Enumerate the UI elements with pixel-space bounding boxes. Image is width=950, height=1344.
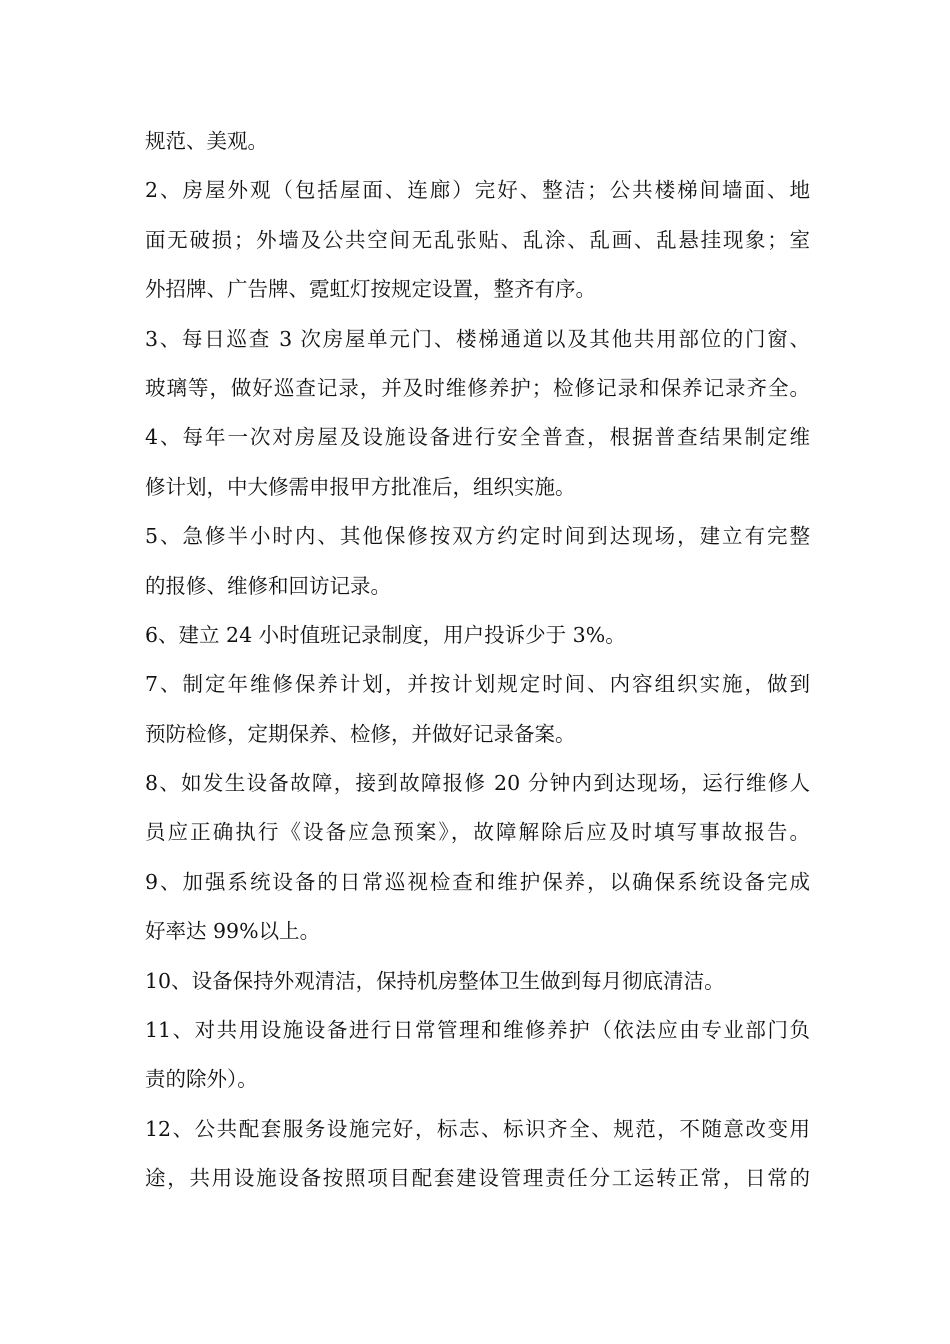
text-line: 员应正确执行《设备应急预案》，故障解除后应及时填写事故报告。: [145, 820, 810, 845]
text-line: 好率达 99%以上。: [145, 919, 321, 944]
document-body: [145, 117, 810, 1204]
text-line: 面无破损；外墙及公共空间无乱张贴、乱涂、乱画、乱悬挂现象；室: [145, 227, 810, 252]
text-line: 规范、美观。: [145, 129, 268, 153]
text-line: 8、如发生设备故障，接到故障报修 20 分钟内到达现场，运行维修人: [145, 771, 810, 796]
text-line: 途，共用设施设备按照项目配套建设管理责任分工运转正常，日常的: [145, 1166, 810, 1191]
text-line: 3、每日巡查 3 次房屋单元门、楼梯通道以及其他共用部位的门窗、: [145, 326, 810, 351]
text-line: 2、房屋外观（包括屋面、连廊）完好、整洁；公共楼梯间墙面、地: [145, 178, 810, 203]
text-line: 7、制定年维修保养计划，并按计划规定时间、内容组织实施，做到: [145, 672, 810, 697]
text-line: 10、设备保持外观清洁，保持机房整体卫生做到每月彻底清洁。: [145, 968, 725, 993]
text-line: 5、急修半小时内、其他保修按双方约定时间到达现场，建立有完整: [145, 524, 810, 549]
text-line: 6、建立 24 小时值班记录制度，用户投诉少于 3%。: [145, 622, 626, 647]
text-line: 玻璃等，做好巡查记录，并及时维修养护；检修记录和保养记录齐全。: [145, 375, 810, 400]
text-line: 预防检修，定期保养、检修，并做好记录备案。: [145, 721, 576, 746]
text-line: 责的除外）。: [145, 1067, 258, 1092]
text-line: 12、公共配套服务设施完好，标志、标识齐全、规范，不随意改变用: [145, 1116, 810, 1141]
text-line: 的报修、维修和回访记录。: [145, 573, 391, 598]
text-line: 4、每年一次对房屋及设施设备进行安全普查，根据普查结果制定维: [145, 425, 810, 450]
text-line: 修计划，中大修需申报甲方批准后，组织实施。: [145, 474, 576, 499]
text-line: 11、对共用设施设备进行日常管理和维修养护（依法应由专业部门负: [145, 1018, 810, 1043]
text-line: 外招牌、广告牌、霓虹灯按规定设置，整齐有序。: [145, 277, 596, 302]
text-line: 9、加强系统设备的日常巡视检查和维护保养，以确保系统设备完成: [145, 869, 810, 894]
